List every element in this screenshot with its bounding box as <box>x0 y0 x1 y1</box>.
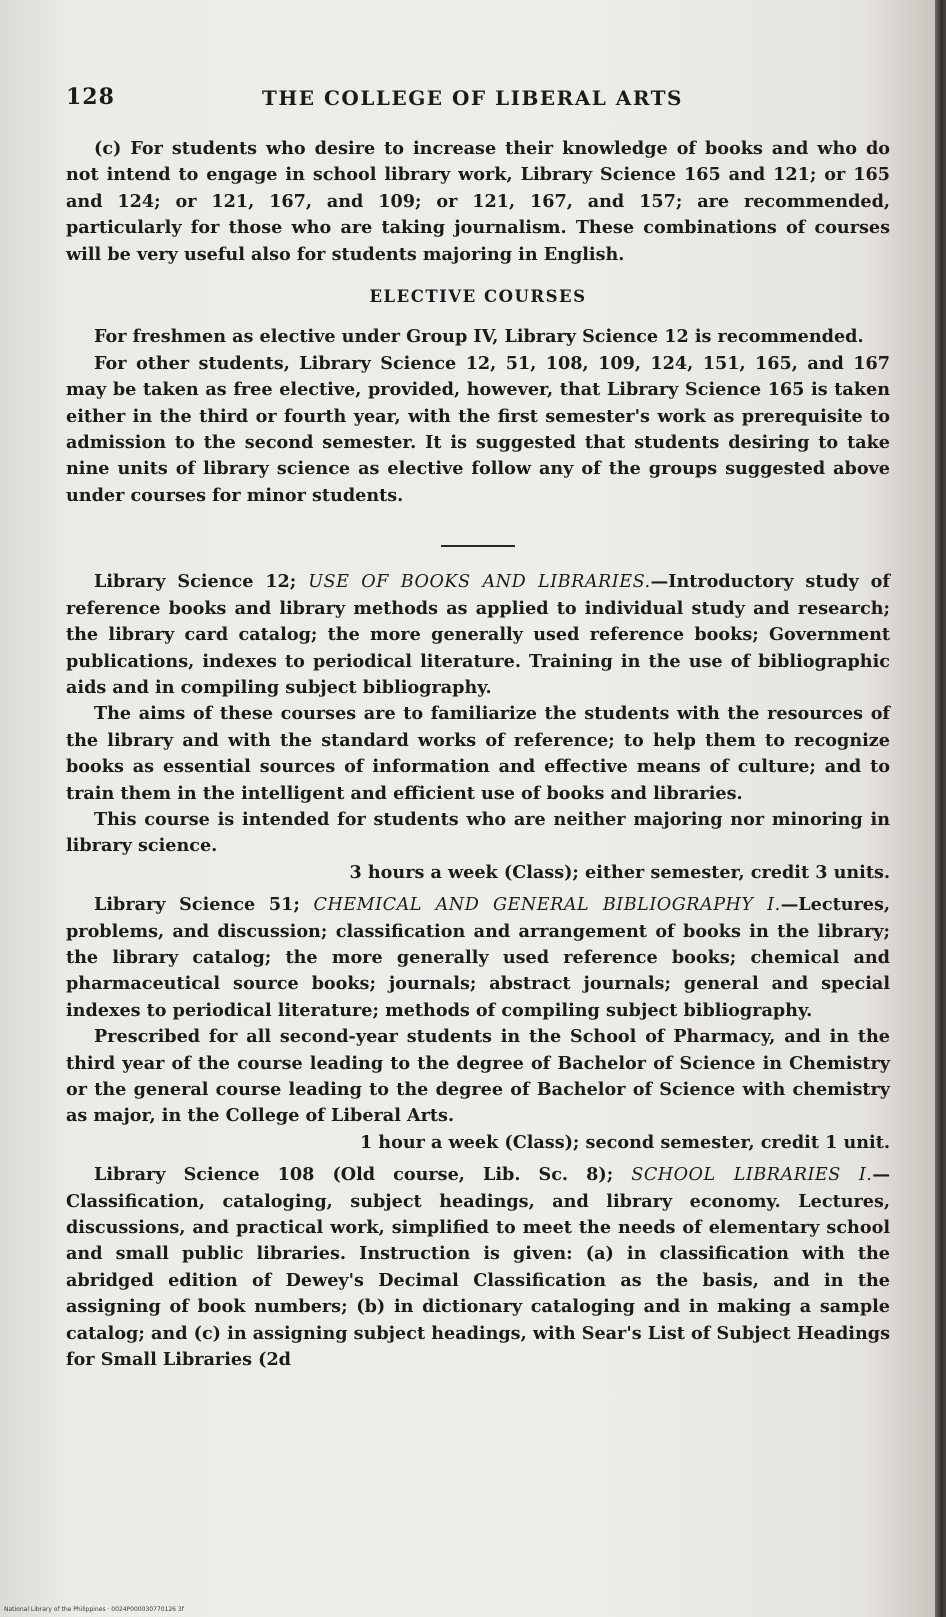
page-header <box>66 84 890 116</box>
page-number: 128 <box>66 84 115 110</box>
course-description: —Lectures, problems, and discussion; classification and arrangement of books in the library; the library catalog; the more generally used reference books; chemical and pharmaceutical source books; journals; abstract journals; general and special indexes to periodical literature; methods of compiling subject bibliography. <box>66 894 890 1021</box>
course-entry <box>66 569 890 701</box>
course-description: —Introductory study of reference books and library methods as applied to individual study and research; the library card catalog; the more generally used reference books; Government publications, indexes to periodical literature. Training in the use of bibliographic aids and in compiling subject bibliography. <box>66 571 890 698</box>
page-edge-shadow <box>935 0 946 1617</box>
course-number: Library Science 108 (Old course, Lib. Sc. 8); <box>94 1164 632 1186</box>
page-body <box>66 136 890 1373</box>
course-title: USE OF BOOKS AND LIBRARIES. <box>308 572 651 593</box>
course-credit: 1 hour a week (Class); second semester, credit 1 unit. <box>359 1131 890 1153</box>
section-title: ELECTIVE COURSES <box>369 287 587 307</box>
course-paragraph: This course is intended for students who are neither majoring nor minoring in library science. <box>66 808 890 857</box>
course-number: Library Science 12; <box>94 571 309 593</box>
course-entry <box>66 1162 890 1373</box>
course-paragraph: Prescribed for all second-year students in the School of Pharmacy, and in the third year of the course leading to the degree of Bachelor of Science in Chemistry or the general course leading to the degree of Bachelor of Science with chemistry as major, in the College of Liberal Arts. <box>66 1026 890 1127</box>
intro-paragraph: (c) For students who desire to increase their knowledge of books and who do not intend to engage in school library work, Library Science 165 and 121; or 165 and 124; or 121, 167, and 109; or 121, 167, and 157; are recommended, particularly for those who are taking journalism. These combinations of courses will be very useful also for students majoring in English. <box>66 138 890 265</box>
course-number: Library Science 51; <box>94 894 314 916</box>
course-paragraph: The aims of these courses are to familiarize the students with the resources of the library and with the standard works of reference; to help them to recognize books as essential sources of information and effective means of culture; and to train them in the intelligent and efficient use of books and libraries. <box>66 703 890 804</box>
elective-paragraph: For freshmen as elective under Group IV, Library Science 12 is recommended. <box>94 326 864 348</box>
course-entry <box>66 892 890 1024</box>
course-title: CHEMICAL AND GENERAL BIBLIOGRAPHY I. <box>313 895 781 916</box>
scan-footer: National Library of the Philippines · 0024P000030770126 3f <box>4 1606 184 1613</box>
course-description: —Classification, cataloging, subject headings, and library economy. Lectures, discussions, and practical work, simplified to meet the needs of elementary school and small public libraries. Instruction is given: (a) in classification with the abridged edition of Dewey's Decimal Classification as the basis, and in the assigning of book numbers; (b) in dictionary cataloging and in making a sample catalog; and (c) in assigning subject headings, with Sear's List of Subject Headings for Small Libraries (2d <box>66 1164 890 1371</box>
section-divider <box>441 545 515 547</box>
course-title: SCHOOL LIBRARIES I. <box>631 1165 873 1186</box>
course-credit: 3 hours a week (Class); either semester, credit 3 units. <box>349 861 890 883</box>
running-head: THE COLLEGE OF LIBERAL ARTS <box>262 86 683 110</box>
elective-paragraph: For other students, Library Science 12, 51, 108, 109, 124, 151, 165, and 167 may be taken as free elective, provided, however, that Library Science 165 is taken either in the third or fourth year, with the first semester's work as prerequisite to admission to the second semester. It is suggested that students desiring to take nine units of library science as elective follow any of the groups suggested above under courses for minor students. <box>66 352 890 506</box>
